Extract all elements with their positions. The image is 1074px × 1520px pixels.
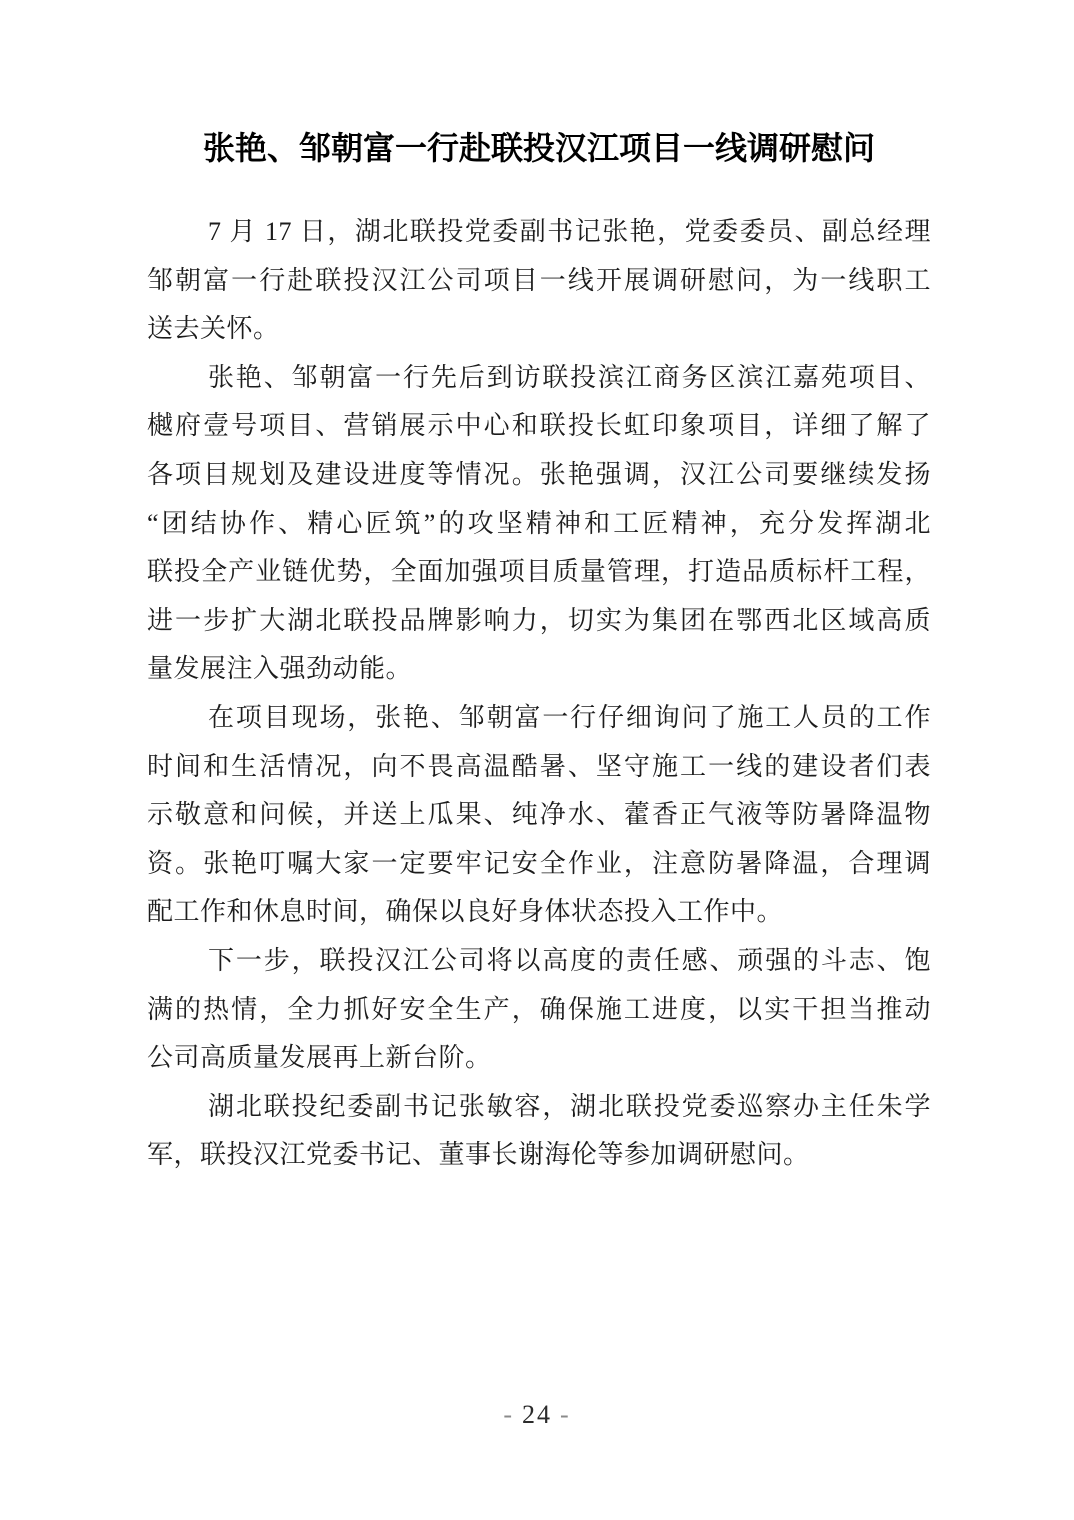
text-line: 军，联投汉江党委书记、董事长谢海伦等参加调研慰问。 <box>147 1140 810 1170</box>
text-line: 资。张艳叮嘱大家一定要牢记安全作业，注意防暑降温，合理调 <box>147 848 931 878</box>
text-line: 在项目现场，张艳、邹朝富一行仔细询问了施工人员的工作 <box>208 702 931 732</box>
page-number-dash-left: - <box>503 1400 514 1429</box>
text-line: 示敬意和问候，并送上瓜果、纯净水、藿香正气液等防暑降温物 <box>147 800 931 830</box>
text-line: 量发展注入强劲动能。 <box>147 654 413 684</box>
page-number-value: 24 <box>522 1400 552 1429</box>
text-line: 各项目规划及建设进度等情况。张艳强调，汉江公司要继续发扬 <box>147 459 931 489</box>
document-title: 张艳、邹朝富一行赴联投汉江项目一线调研慰问 <box>202 130 875 166</box>
text-line: “团结协作、精心匠筑”的攻坚精神和工匠精神，充分发挥湖北 <box>147 508 931 538</box>
text-line: 张艳、邹朝富一行先后到访联投滨江商务区滨江嘉苑项目、 <box>208 362 931 392</box>
text-line: 送去关怀。 <box>147 314 280 344</box>
text-line: 满的热情，全力抓好安全生产，确保施工进度，以实干担当推动 <box>147 994 931 1024</box>
text-line: 湖北联投纪委副书记张敏容，湖北联投党委巡察办主任朱学 <box>208 1091 931 1121</box>
paragraph <box>147 1083 931 1180</box>
text-line: 下一步，联投汉江公司将以高度的责任感、顽强的斗志、饱 <box>208 945 931 975</box>
text-line: 配工作和休息时间，确保以良好身体状态投入工作中。 <box>147 897 784 927</box>
text-line: 公司高质量发展再上新台阶。 <box>147 1043 492 1073</box>
paragraph <box>147 694 931 937</box>
text-line: 时间和生活情况，向不畏高温酷暑、坚守施工一线的建设者们表 <box>147 751 931 781</box>
text-line: 邹朝富一行赴联投汉江公司项目一线开展调研慰问，为一线职工 <box>147 265 931 295</box>
text-line: 樾府壹号项目、营销展示中心和联投长虹印象项目，详细了解了 <box>147 411 931 441</box>
paragraph <box>147 354 931 694</box>
page-number-dash-right: - <box>560 1400 571 1429</box>
text-line: 7 月 17 日，湖北联投党委副书记张艳，党委委员、副总经理 <box>208 217 931 246</box>
document-body <box>147 208 931 1180</box>
paragraph <box>147 937 931 1083</box>
text-line: 联投全产业链优势，全面加强项目质量管理，打造品质标杆工程， <box>147 557 931 587</box>
page-number <box>0 1398 1074 1432</box>
paragraph <box>147 208 931 354</box>
text-line: 进一步扩大湖北联投品牌影响力，切实为集团在鄂西北区域高质 <box>147 605 931 635</box>
